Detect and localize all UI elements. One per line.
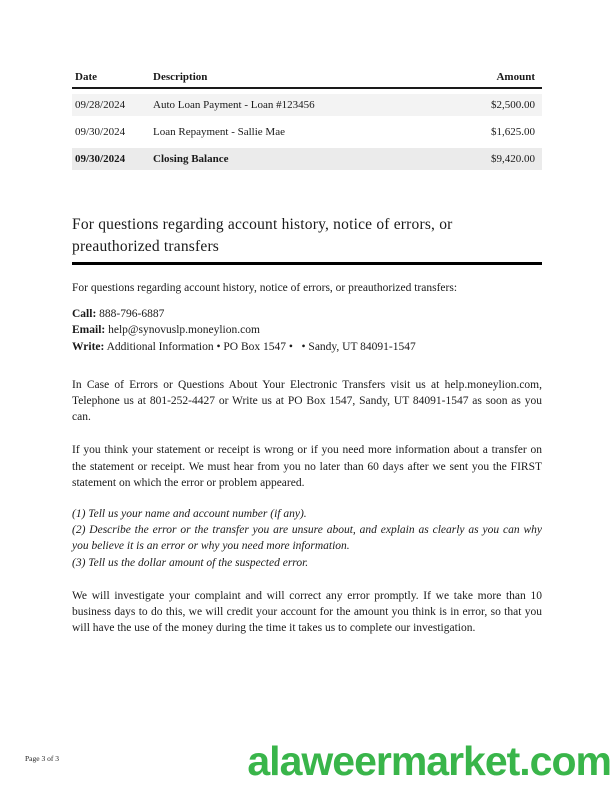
cell-date: 09/30/2024 <box>72 148 150 170</box>
cell-amount: $2,500.00 <box>450 94 542 116</box>
table-row-closing-balance <box>72 148 542 170</box>
cell-date: 09/30/2024 <box>72 121 150 143</box>
section-heading: For questions regarding account history, notice of errors, or preauthorized transfers <box>72 214 542 265</box>
contact-write-line <box>72 339 542 355</box>
contact-call-value: 888-796-6887 <box>96 308 165 321</box>
table-header-row <box>72 69 542 89</box>
cell-description: Auto Loan Payment - Loan #123456 <box>150 94 450 116</box>
transactions-table <box>72 64 542 175</box>
instruction-item-2: (2) Describe the error or the transfer you are unsure about, and explain as clearly as you can why you believe it is an error or why you need more information. <box>72 524 542 553</box>
contact-write-value: Additional Information • PO Box 1547 • • Sandy, UT 84091-1547 <box>104 340 416 353</box>
contact-call-line <box>72 306 542 322</box>
column-header-amount: Amount <box>450 69 542 89</box>
cell-date: 09/28/2024 <box>72 94 150 116</box>
contact-email-label: Email: <box>72 324 106 337</box>
paragraph-investigation: We will investigate your complaint and will correct any error promptly. If we take more than 10 business days to do this, we will credit your account for the amount you think is in error, so that you will have the use of the money during the time it takes us to complete our investigation. <box>72 589 542 635</box>
cell-description: Closing Balance <box>150 148 450 170</box>
table-row <box>72 94 542 116</box>
error-instructions-list <box>72 506 542 571</box>
table-row <box>72 121 542 143</box>
cell-amount: $1,625.00 <box>450 121 542 143</box>
contact-call-label: Call: <box>72 308 97 321</box>
statement-page <box>72 64 542 636</box>
cell-amount: $9,420.00 <box>450 148 542 170</box>
contact-email-line <box>72 322 542 338</box>
contact-email-value: help@synovuslp.moneylion.com <box>105 324 260 337</box>
contact-block <box>72 306 542 355</box>
section-intro: For questions regarding account history, notice of errors, or preauthorized transfers: <box>72 282 458 294</box>
instruction-item-1: (1) Tell us your name and account number (if any). <box>72 508 307 521</box>
page-number: Page 3 of 3 <box>25 754 59 763</box>
paragraph-errors-contact: In Case of Errors or Questions About Your Electronic Transfers visit us at help.moneylion.com, Telephone us at 801-252-4427 or Write us at PO Box 1547, Sandy, UT 84091-1547 as soon as you can. <box>72 378 542 424</box>
column-header-date: Date <box>72 69 150 89</box>
paragraph-statement-wrong: If you think your statement or receipt is wrong or if you need more information about a transfer on the statement or receipt. We must hear from you no later than 60 days after we sent you the FIRST statement on which the error or problem appeared. <box>72 444 542 489</box>
instruction-item-3: (3) Tell us the dollar amount of the suspected error. <box>72 556 309 569</box>
cell-description: Loan Repayment - Sallie Mae <box>150 121 450 143</box>
column-header-description: Description <box>150 69 450 89</box>
contact-write-label: Write: <box>72 340 105 353</box>
watermark: alaweermarket.com <box>247 738 611 784</box>
